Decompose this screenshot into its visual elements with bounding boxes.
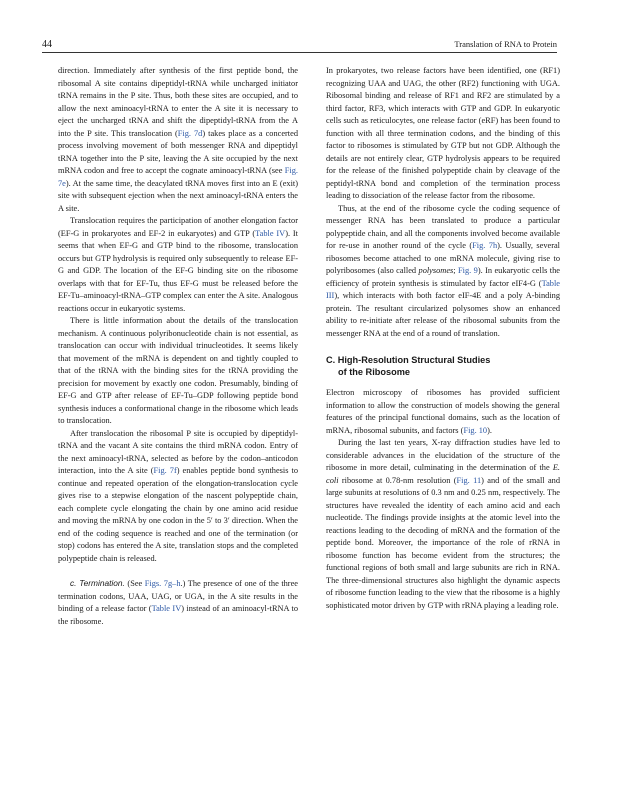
header-rule <box>42 52 557 53</box>
figure-link[interactable]: Fig. 11 <box>456 475 482 485</box>
table-link[interactable]: Table IV <box>151 604 182 613</box>
section-heading: C. High-Resolution Structural Studies of the Ribosome <box>326 355 491 377</box>
paragraph: Electron microscopy of ribosomes has provided sufficient information to allow the construction of models showing the general features of the principal functional domains, such as the location of mRNA, ribosomal subunits, and factors (Fig. 10). <box>326 388 560 435</box>
paragraph: direction. Immediately after synthesis of the first peptide bond, the ribosomal A site contains dipeptidyl-tRNA while uncharged initiator tRNA remains in the P site. Thus, both these sites are occupied, and to allow the next aminoacyl-tRNA to enter the A site it is necessary to eject the uncharged tRNA and shift the dipeptidyl-tRNA from the A into the P site. This translocation (Fig. 7d) takes place as a concerted process involving movement of both messenger RNA and dipeptidyl tRNA together into the P site, leaving the A site occupied by the next mRNA codon and free to accept the cognate aminoacyl-tRNA (see Fig. 7e). At the same time, the deacylated tRNA moves first into an E (exit) site with subsequent ejection when the next aminoacyl-tRNA enters the A site. <box>58 66 298 213</box>
page-header <box>42 39 557 53</box>
figure-link[interactable]: Fig. 9 <box>458 266 478 275</box>
paragraph: During the last ten years, X-ray diffraction studies have led to considerable advances in the elucidation of the structure of the ribosome in more detail, culminating in the determination of the E. coli ribosome at 0.78-nm resolution (Fig. 11) and of the small and large subunits at resolutions of 0.3 nm and 0.25 nm, respectively. The structures have revealed the identity of each amino acid and each nucleotide. The findings provide insights at the atomic level into the reactions leading to the decoding of mRNA and the formation of the peptide bond. Moreover, the importance of the role of rRNA in ribosome function has become evident from the structures; the functional regions of both small and large subunits are rich in RNA. The three-dimensional structures also highlight the dynamic aspects of ribosome function leading to the view that the ribosome is a highly sophisticated motor driven by GTP with rRNA playing a leading role. <box>326 438 561 610</box>
paragraph: There is little information about the details of the translocation mechanism. A continuous polyribonucleotide chain is not essential, as translocation can occur with individual trinucleotides. It seems likely that movement of the mRNA is dependent on and tightly coupled to that of the tRNA with the binding sites for the tRNA providing the precision for movement by exactly one codon. Presumably, binding of EF-G and GTP after release of EF-Tu–GDP following peptide bond synthesis induces a conformational change in the ribosome which leads to translocation. <box>58 316 298 425</box>
figure-link[interactable]: Figs. 7g–h <box>144 579 181 588</box>
table-link[interactable]: Table III <box>326 278 560 300</box>
figure-link[interactable]: Fig. 7f <box>153 466 177 475</box>
page-number: 44 <box>42 39 52 50</box>
running-title: Translation of RNA to Protein <box>454 39 557 49</box>
figure-link[interactable]: Fig. 7h <box>472 241 498 250</box>
paragraph: c. Termination. (See Figs. 7g–h.) The presence of one of the three termination codons, UAA, UAG, or UGA, in the A site results in the binding of a release factor (Table IV) instead of an aminoacyl-tRNA to the ribosome. <box>58 578 298 626</box>
figure-link[interactable]: Fig. 7e <box>58 166 298 188</box>
subsection-heading: c. Termination. <box>70 578 125 588</box>
paragraph: Thus, at the end of the ribosome cycle the coding sequence of messenger RNA has been translated to produce a particular polypeptide chain, and all the components involved become available for re-use in another round of the cycle (Fig. 7h). Usually, several ribosomes become attached to one mRNA molecule, giving rise to polyribosomes (also called polysomes; Fig. 9). In eukaryotic cells the efficiency of protein synthesis is stimulated by factor eIF4-G (Table III), which interacts with both factor eIF-4E and a poly A-binding protein. The resultant circularized polysomes show an enhanced ability to re-initiate after release of the ribosomal subunits from the messenger RNA at the end of a round of translation. <box>326 203 560 338</box>
paragraph: In prokaryotes, two release factors have been identified, one (RF1) recognizing UAA and UAG, the other (RF2) functioning with UGA. Ribosomal binding and release of RF1 and RF2 are stimulated by a third factor, RF3, which interacts with GTP and GDP. In eukaryotic cells such as reticulocytes, one release factor (eRF) has been found to function with all three termination codons, and the binding of this factor to ribosomes is stimulated by GTP but not GDP. Although the details are not entirely clear, GTP hydrolysis appears to be required for the release of the finished polypeptide chain by cleavage of the peptidyl-tRNA bond and completion of the termination process leading to dissociation of the release factor from the ribosome. <box>326 66 560 200</box>
paragraph: After translocation the ribosomal P site is occupied by dipeptidyl-tRNA and the vacant A site contains the third mRNA codon. Entry of the next aminoacyl-tRNA, selected as before by the codon–anticodon interaction, into the A site (Fig. 7f) enables peptide bond synthesis to continue and repeated operation of the elongation-translocation cycle gives rise to a stepwise elongation of the nascent polypeptide chain, each complete cycle elongating the chain by one amino acid residue and moving the mRNA by one codon in the 5′ to 3′ direction. When the end of the coding sequence is reached and one of the termination (or stop) codons has entered the A site, translation stops and the completed polypeptide chain is released. <box>58 428 298 563</box>
right-column <box>326 65 560 612</box>
table-link[interactable]: Table IV <box>255 228 286 238</box>
paragraph: Translocation requires the participation of another elongation factor (EF-G in prokaryotes and EF-2 in eukaryotes) and GTP (Table IV). It seems that when EF-G and GTP bind to the ribosome, translocation occurs but GTP hydrolysis is required only subsequently to release EF-G and GDP. The location of the EF-G binding site on the ribosome overlaps with that for EF-Tu, thus EF-G must be released before the EF-Tu–aminoacyl-tRNA–GTP complex can enter the A site. Analogous reactions occur in eukaryotic systems. <box>58 216 298 313</box>
left-column <box>58 65 298 628</box>
figure-link[interactable]: Fig. 10 <box>463 425 488 435</box>
figure-link[interactable]: Fig. 7d <box>177 128 203 138</box>
